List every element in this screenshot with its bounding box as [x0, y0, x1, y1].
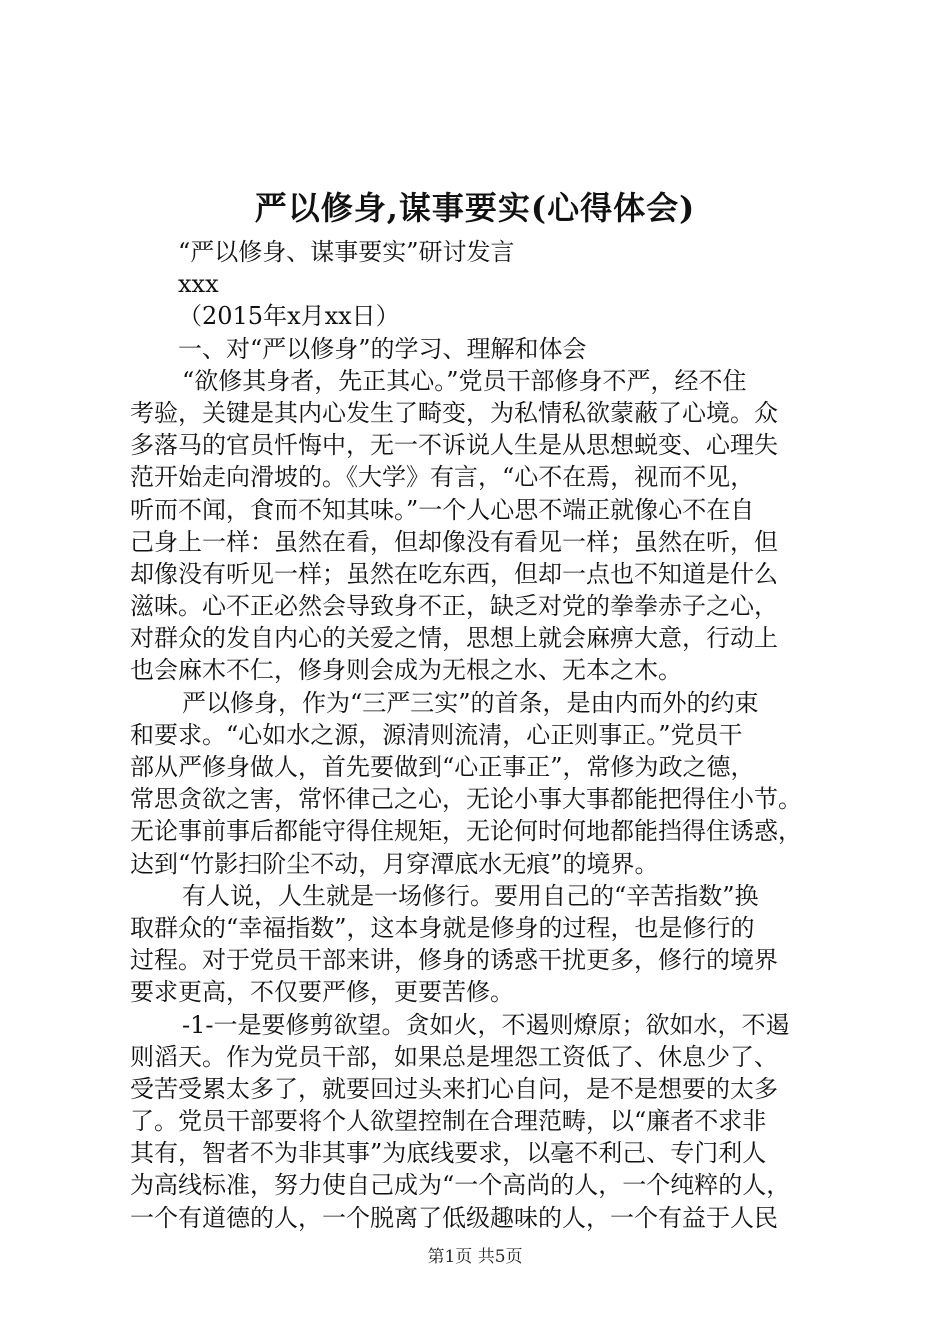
paragraph-line: 则滔天。作为党员干部，如果总是埋怨工资低了、休息少了、	[130, 1042, 778, 1071]
paragraph-line: 对群众的发自内心的关爱之情，思想上就会麻痹大意，行动上	[130, 624, 778, 653]
paragraph-line: 常思贪欲之害，常怀律己之心，无论小事大事都能把得住小节。	[130, 785, 802, 814]
paragraph-line: “欲修其身者，先正其心。”党员干部修身不严，经不住	[182, 366, 747, 395]
paragraph-line: 滋味。心不正必然会导致身不正，缺乏对党的拳拳赤子之心，	[130, 592, 778, 621]
document-body	[130, 236, 830, 1234]
section-heading: 一、对“严以修身”的学习、理解和体会	[178, 334, 587, 363]
author-line: xxx	[178, 270, 219, 299]
paragraph-line: 过程。对于党员干部来讲，修身的诱惑干扰更多，修行的境界	[130, 946, 778, 975]
paragraph-line: 和要求。“心如水之源，源清则流清，心正则事正。”党员干	[130, 720, 743, 749]
paragraph-line: 考验，关键是其内心发生了畸变，为私情私欲蒙蔽了心境。众	[130, 398, 778, 427]
paragraph-line: -1-一是要修剪欲望。贪如火，不遏则燎原；欲如水，不遏	[182, 1010, 790, 1039]
paragraph-line: 多落马的官员忏悔中，无一不诉说人生是从思想蜕变、心理失	[130, 431, 778, 460]
paragraph-line: 却像没有听见一样；虽然在吃东西，但却一点也不知道是什么	[130, 559, 778, 588]
paragraph-line: 严以修身，作为“三严三实”的首条，是由内而外的约束	[182, 688, 759, 717]
paragraph-line: 为高线标准，努力使自己成为“一个高尚的人，一个纯粹的人，	[130, 1171, 791, 1200]
paragraph-line: 己身上一样：虽然在看，但却像没有看见一样；虽然在听，但	[130, 527, 778, 556]
paragraph-line: 其有，智者不为非其事”为底线要求，以毫不利己、专门利人	[130, 1139, 767, 1168]
paragraph-line: 取群众的“幸福指数”，这本身就是修身的过程，也是修行的	[130, 913, 755, 942]
paragraph-line: 听而不闻，食而不知其味。”一个人心思不端正就像心不在自	[130, 495, 755, 524]
paragraph-line: 了。党员干部要将个人欲望控制在合理范畴，以“廉者不求非	[130, 1107, 767, 1136]
paragraph-line: 无论事前事后都能守得住规矩，无论何时何地都能挡得住诱惑，	[130, 817, 802, 846]
paragraph-line: 部从严修身做人，首先要做到“心正事正”，常修为政之德，	[130, 753, 755, 781]
paragraph-line: 也会麻木不仁，修身则会成为无根之水、无本之木。	[130, 656, 682, 685]
paragraph-line: 达到“竹影扫阶尘不动，月穿潭底水无痕”的境界。	[130, 849, 659, 878]
document-title: 严以修身,谋事要实(心得体会)	[254, 189, 696, 227]
paragraph-line: 受苦受累太多了，就要回过头来扪心自问，是不是想要的太多	[130, 1074, 778, 1103]
paragraph-line: 范开始走向滑坡的。《大学》有言，“心不在焉，视而不见，	[130, 463, 755, 492]
date-line: （2015年x月xx日）	[178, 302, 400, 331]
speech-heading: “严以修身、谋事要实”研讨发言	[178, 238, 515, 266]
paragraph-line: 一个有道德的人，一个脱离了低级趣味的人，一个有益于人民	[130, 1203, 778, 1232]
paragraph-line: 要求更高，不仅要严修，更要苦修。	[130, 978, 514, 1007]
page-footer: 第1页 共5页	[427, 1247, 523, 1267]
paragraph-line: 有人说，人生就是一场修行。要用自己的“辛苦指数”换	[182, 881, 759, 910]
